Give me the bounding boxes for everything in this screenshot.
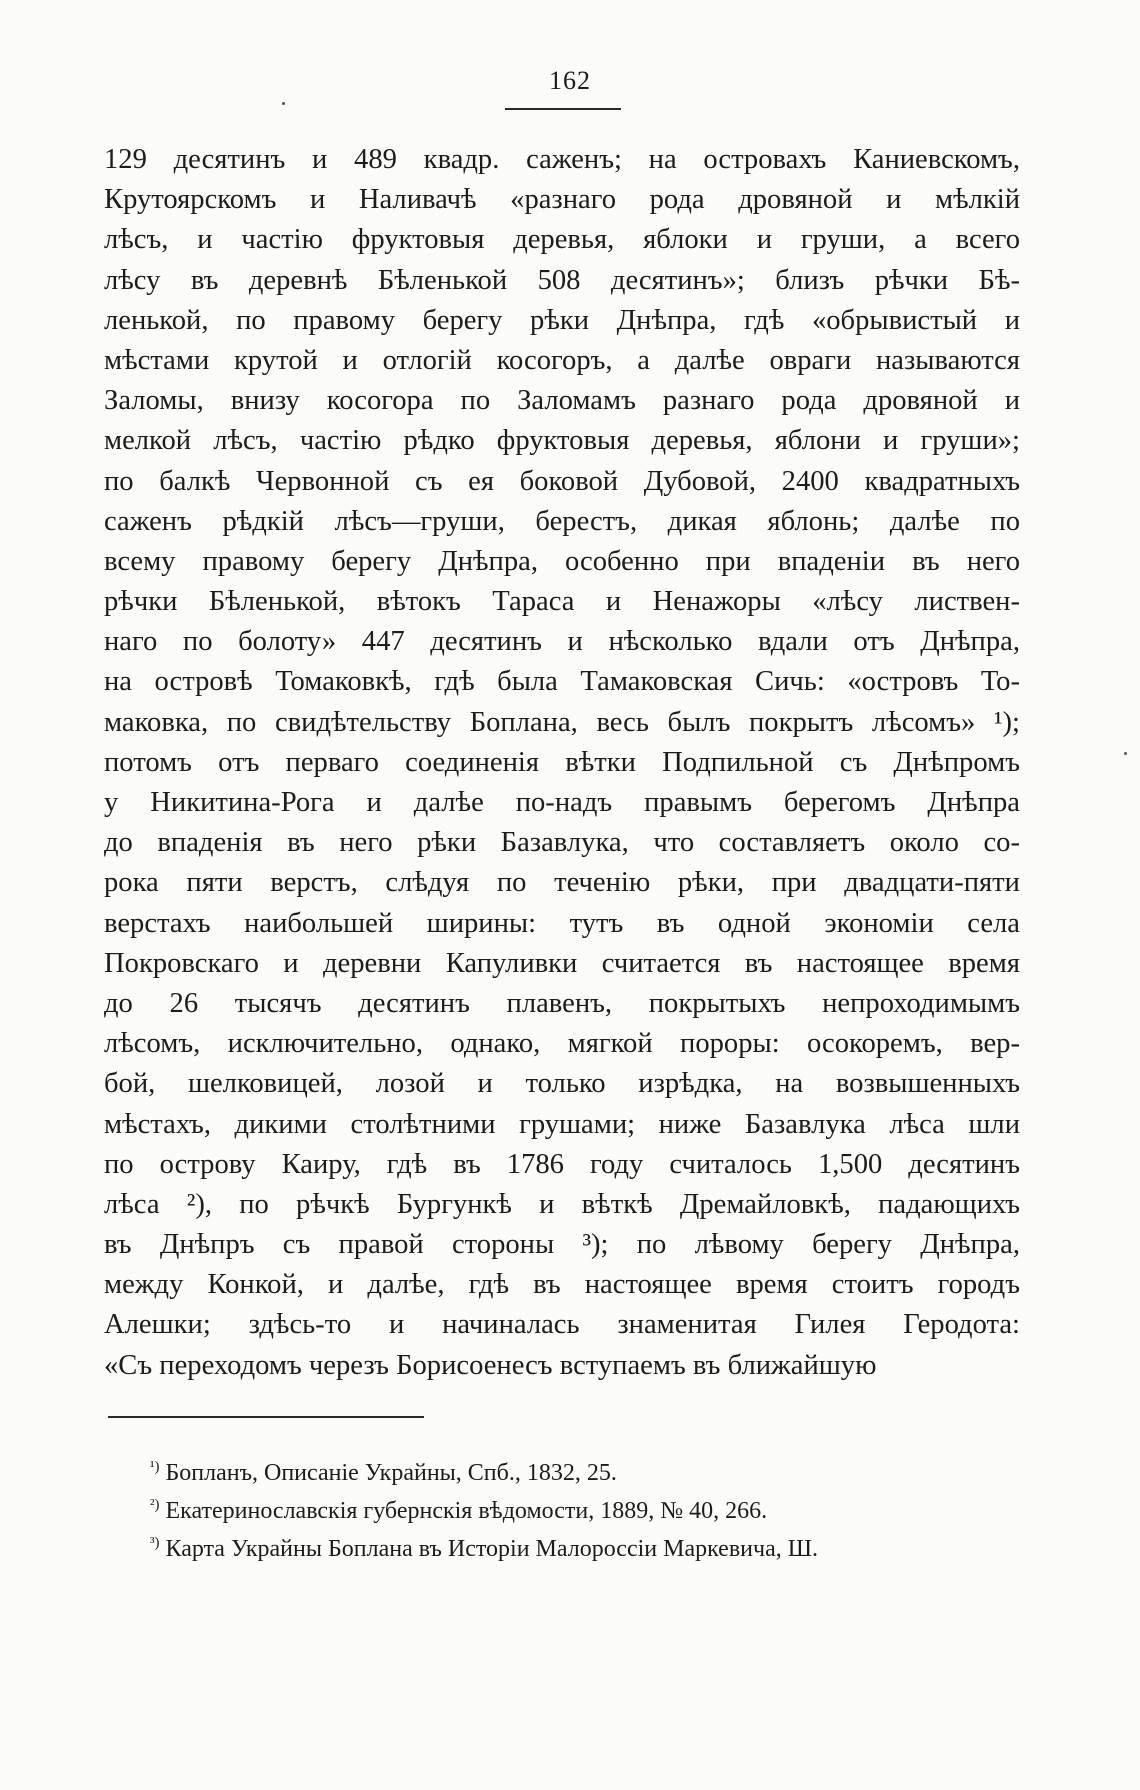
body-line: Заломы, внизу косогора по Заломамъ разнаго рода дровяной и (104, 385, 1020, 417)
body-line: по острову Каиру, гдѣ въ 1786 году считалось 1,500 десятинъ (104, 1148, 1020, 1180)
body-line: Покровскаго и деревни Капуливки считается въ настоящее время (104, 947, 1020, 979)
footnote (150, 1486, 1010, 1524)
footnote-mark: ¹) (150, 1459, 160, 1475)
body-text (104, 140, 1020, 1386)
body-line: у Никитина-Рога и далѣе по-надъ правымъ берегомъ Днѣпра (104, 787, 1020, 818)
body-line: потомъ отъ перваго соединенія вѣтки Подпильной съ Днѣпромъ (104, 746, 1020, 778)
body-line: лѣсъ, и частію фруктовыя деревья, яблоки и груши, а всего (104, 224, 1020, 256)
body-line: Крутоярскомъ и Наливачѣ «разнаго рода дровяной и мѣлкій (104, 184, 1020, 216)
footnote-text: Екатеринославскія губернскія вѣдомости, 1889, № 40, 266. (165, 1498, 768, 1524)
body-line: Алешки; здѣсь-то и начиналась знаменитая Гилея Геродота: (104, 1309, 1020, 1341)
page-number: 162 (549, 66, 591, 95)
body-line: «Съ переходомъ черезъ Борисоенесъ вступаемъ въ ближайшую (104, 1349, 877, 1381)
footnote (150, 1524, 1010, 1562)
body-line: маковка, по свидѣтельству Боплана, весь былъ покрытъ лѣсомъ» ¹); (104, 706, 1020, 738)
page-number-rule (505, 108, 621, 110)
body-line: верстахъ наибольшей ширины: тутъ въ одной экономіи села (104, 907, 1020, 939)
body-line: до 26 тысячъ десятинъ плавенъ, покрытыхъ непроходимымъ (104, 987, 1020, 1019)
footnote (150, 1448, 1010, 1486)
body-line: въ Днѣпръ съ правой стороны ³); по лѣвому берегу Днѣпра, (104, 1229, 1020, 1261)
body-line: рока пяти верстъ, слѣдуя по теченію рѣки, при двадцати-пяти (104, 867, 1020, 899)
body-line: на островѣ Томаковкѣ, гдѣ была Тамаковская Сичь: «островъ То- (104, 666, 1020, 698)
footnote-separator (108, 1416, 424, 1418)
footnote-mark: ²) (150, 1497, 160, 1513)
body-line: бой, шелковицей, лозой и только изрѣдка, на возвышенныхъ (104, 1068, 1020, 1100)
body-line: ленькой, по правому берегу рѣки Днѣпра, гдѣ «обрывистый и (104, 304, 1020, 336)
body-line: лѣса ²), по рѣчкѣ Бургункѣ и вѣткѣ Дремайловкѣ, падающихъ (104, 1188, 1020, 1220)
body-line: до впаденія въ него рѣки Базавлука, что составляетъ около со- (104, 827, 1020, 859)
body-line: наго по болоту» 447 десятинъ и нѣсколько вдали отъ Днѣпра, (104, 626, 1020, 658)
body-line: между Конкой, и далѣе, гдѣ въ настоящее время стоитъ городъ (104, 1269, 1020, 1301)
footnotes (150, 1448, 1010, 1562)
body-line: мелкой лѣсъ, частію рѣдко фруктовыя деревья, яблони и груши»; (104, 425, 1020, 457)
body-line: 129 десятинъ и 489 квадр. саженъ; на островахъ Каниевскомъ, (104, 144, 1020, 175)
body-line: рѣчки Бѣленькой, вѣтокъ Тараса и Ненажоры «лѣсу листвен- (104, 586, 1020, 618)
body-line: всему правому берегу Днѣпра, особенно при впаденіи въ него (104, 545, 1020, 577)
scan-speck (1124, 752, 1127, 755)
body-line: мѣстахъ, дикими столѣтними грушами; ниже Базавлука лѣса шли (104, 1108, 1020, 1140)
body-line: лѣсу въ деревнѣ Бѣленькой 508 десятинъ»; близъ рѣчки Бѣ- (104, 264, 1020, 296)
body-line: саженъ рѣдкій лѣсъ—груши, берестъ, дикая яблонь; далѣе по (104, 505, 1020, 537)
footnote-text: Карта Украйны Боплана въ Исторіи Малороссіи Маркевича, Ш. (165, 1536, 818, 1562)
body-line: мѣстами крутой и отлогій косогоръ, а далѣе овраги называются (104, 344, 1020, 376)
body-line: лѣсомъ, исключительно, однако, мягкой пороры: осокоремъ, вер- (104, 1028, 1020, 1060)
footnote-mark: ³) (150, 1535, 160, 1551)
footnote-text: Бопланъ, Описаніе Украйны, Спб., 1832, 25. (165, 1460, 617, 1486)
body-line: по балкѣ Червонной съ ея боковой Дубовой, 2400 квадратныхъ (104, 465, 1020, 497)
scan-speck (282, 102, 285, 105)
